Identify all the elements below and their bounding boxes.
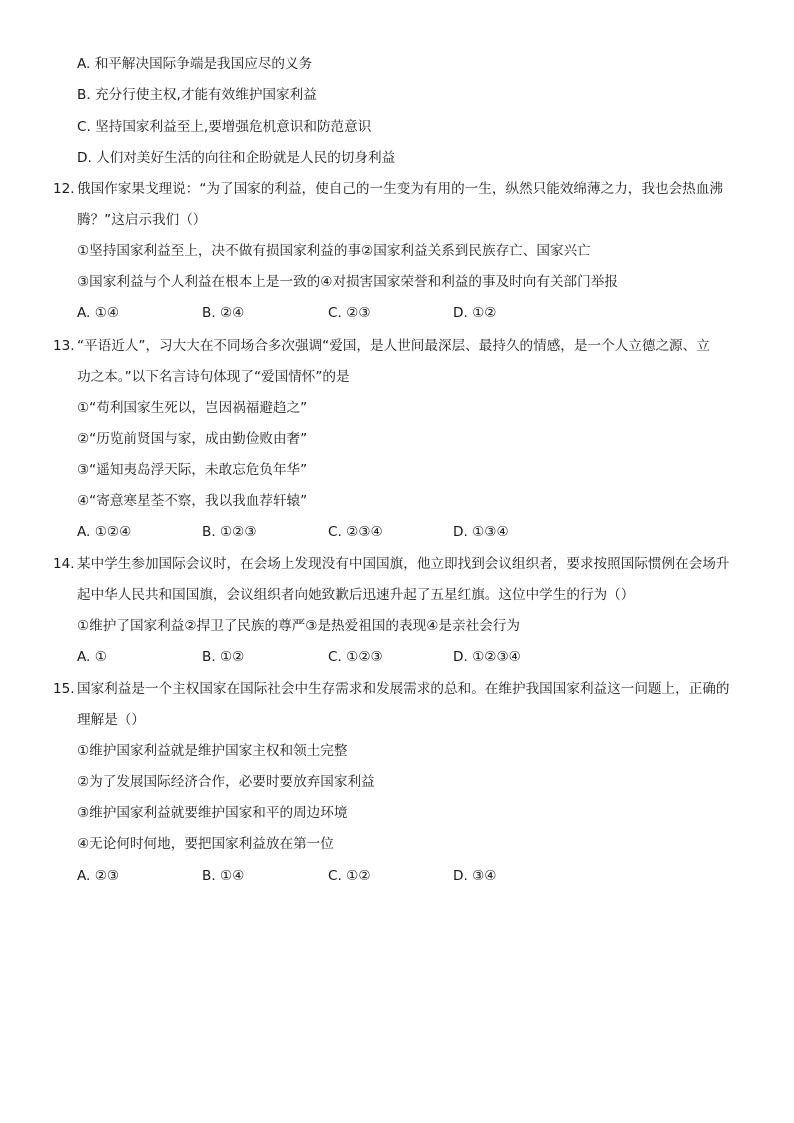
q11-option-b: B. 充分行使主权,才能有效维护国家利益: [77, 87, 317, 103]
q13-statement-4: ④“寄意寒星荃不察，我以我血荐轩辕”: [77, 493, 308, 509]
q15-statement-3: ③维护国家利益就要维护国家和平的周边环境: [77, 805, 348, 821]
q14-stem-line-2: 起中华人民共和国国旗，会议组织者向她致歉后迅速升起了五星红旗。这位中学生的行为（）: [77, 587, 635, 603]
q13-choice-b: B. ①②③: [202, 524, 257, 540]
q12-number: 12.: [53, 181, 75, 197]
q11-option-d: D. 人们对美好生活的向往和企盼就是人民的切身利益: [77, 150, 396, 166]
q13-stem-line-2: 功之本。”以下名言诗句体现了“爱国情怀”的是: [77, 369, 350, 385]
q11-option-c: C. 坚持国家利益至上,要增强危机意识和防范意识: [77, 119, 372, 135]
q15-statement-1: ①维护国家利益就是维护国家主权和领土完整: [77, 743, 348, 759]
q12-choice-c: C. ②③: [328, 305, 371, 321]
q13-statement-2: ②“历览前贤国与家，成由勤俭败由奢”: [77, 431, 308, 447]
q12-choice-a: A. ①④: [77, 305, 120, 321]
q14-number: 14.: [53, 556, 75, 572]
q13-stem-line-1: “平语近人”，习大大在不同场合多次强调“爱国，是人世间最深层、最持久的情感，是一个人立德之源、立: [77, 338, 710, 354]
q12-choice-b: B. ②④: [202, 305, 245, 321]
q13-choice-c: C. ②③④: [328, 524, 383, 540]
q14-stem-line-1: 某中学生参加国际会议时，在会场上发现没有中国国旗，他立即找到会议组织者，要求按照国际惯例在会场升: [77, 556, 730, 572]
q13-statement-1: ①“苟利国家生死以，岂因祸福避趋之”: [77, 400, 308, 416]
q12-statement-2: ③国家利益与个人利益在根本上是一致的④对损害国家荣誉和利益的事及时向有关部门举报: [77, 274, 618, 290]
q13-statement-3: ③“遥知夷岛浮天际，未敢忘危负年华”: [77, 462, 308, 478]
q15-choice-b: B. ①④: [202, 868, 245, 884]
q14-choice-c: C. ①②③: [328, 649, 383, 665]
q15-choice-d: D. ③④: [453, 868, 497, 884]
q15-number: 15.: [53, 681, 75, 697]
q12-stem-line-1: 俄国作家果戈理说：“为了国家的利益，使自己的一生变为有用的一生，纵然只能效绵薄之力，我也会热血沸: [77, 181, 723, 197]
q11-option-a: A. 和平解决国际争端是我国应尽的义务: [77, 56, 313, 72]
q12-choice-d: D. ①②: [453, 305, 497, 321]
q15-stem-line-2: 理解是（）: [77, 712, 145, 728]
q15-statement-2: ②为了发展国际经济合作，必要时要放弃国家利益: [77, 774, 375, 790]
q15-choice-c: C. ①②: [328, 868, 371, 884]
q15-stem-line-1: 国家利益是一个主权国家在国际社会中生存需求和发展需求的总和。在维护我国国家利益这一问题上，正确的: [77, 681, 730, 697]
q15-choice-a: A. ②③: [77, 868, 120, 884]
q14-choice-d: D. ①②③④: [453, 649, 521, 665]
q13-choice-d: D. ①③④: [453, 524, 509, 540]
q13-number: 13.: [53, 338, 75, 354]
q14-statement-1: ①维护了国家利益②捍卫了民族的尊严③是热爱祖国的表现④是亲社会行为: [77, 618, 520, 634]
q14-choice-b: B. ①②: [202, 649, 245, 665]
q13-choice-a: A. ①②④: [77, 524, 132, 540]
q12-statement-1: ①坚持国家利益至上，决不做有损国家利益的事②国家利益关系到民族存亡、国家兴亡: [77, 243, 591, 259]
q15-statement-4: ④无论何时何地，要把国家利益放在第一位: [77, 836, 334, 852]
q12-stem-line-2: 腾？”这启示我们（）: [77, 212, 207, 228]
q14-choice-a: A. ①: [77, 649, 107, 665]
